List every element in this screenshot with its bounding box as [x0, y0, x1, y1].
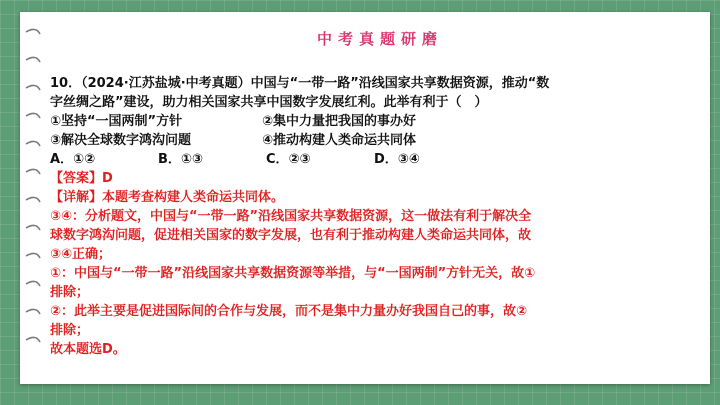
- answer-choices: [50, 150, 690, 169]
- choice-b: B．①③: [158, 152, 203, 167]
- option-2: ②集中力量把我国的事办好: [262, 114, 417, 129]
- question-stem-line-1: 10．（2024·江苏盐城·中考真题）中国与“一带一路”沿线国家共享数据资源，推动“数: [50, 76, 550, 91]
- option-4: ④推动构建人类命运共同体: [262, 133, 417, 148]
- choice-d: D．③④: [374, 152, 420, 167]
- binder-rings-icon: [24, 22, 44, 372]
- detail-line-2: ③④：分析题文，中国与“一带一路”沿线国家共享数据资源，这一做法有利于解决全: [50, 209, 532, 224]
- question-content: [50, 74, 690, 359]
- detail-line-5: ①：中国与“一带一路”沿线国家共享数据资源等举措，与“一国两制”方针无关，故①: [50, 266, 536, 281]
- options-row-2: [50, 131, 690, 150]
- detail-line-1: 【详解】本题考查构建人类命运共同体。: [50, 190, 285, 205]
- slide-card: [20, 12, 710, 384]
- detail-line-4: ③④正确；: [50, 247, 112, 262]
- option-3: ③解决全球数字鸿沟问题: [50, 133, 192, 148]
- detail-line-6: 排除；: [50, 285, 90, 300]
- detail-line-9: 故本题选D。: [50, 342, 126, 357]
- choice-c: C．②③: [266, 152, 311, 167]
- question-stem-line-2: 字丝绸之路”建设，助力相关国家共享中国数字发展红利。此举有利于（ ）: [50, 95, 488, 110]
- options-row-1: [50, 112, 690, 131]
- detail-line-7: ②：此举主要是促进国际间的合作与发展，而不是集中力量办好我国自己的事，故②: [50, 304, 528, 319]
- answer-line: 【答案】D: [50, 171, 113, 186]
- detail-line-3: 球数字鸿沟问题，促进相关国家的数字发展，也有利于推动构建人类命运共同体，故: [50, 228, 532, 243]
- option-1: ①坚持“一国两制”方针: [50, 114, 183, 129]
- page-title: 中考真题研磨: [316, 30, 443, 48]
- choice-a: A．①②: [50, 152, 96, 167]
- detail-line-8: 排除；: [50, 323, 90, 338]
